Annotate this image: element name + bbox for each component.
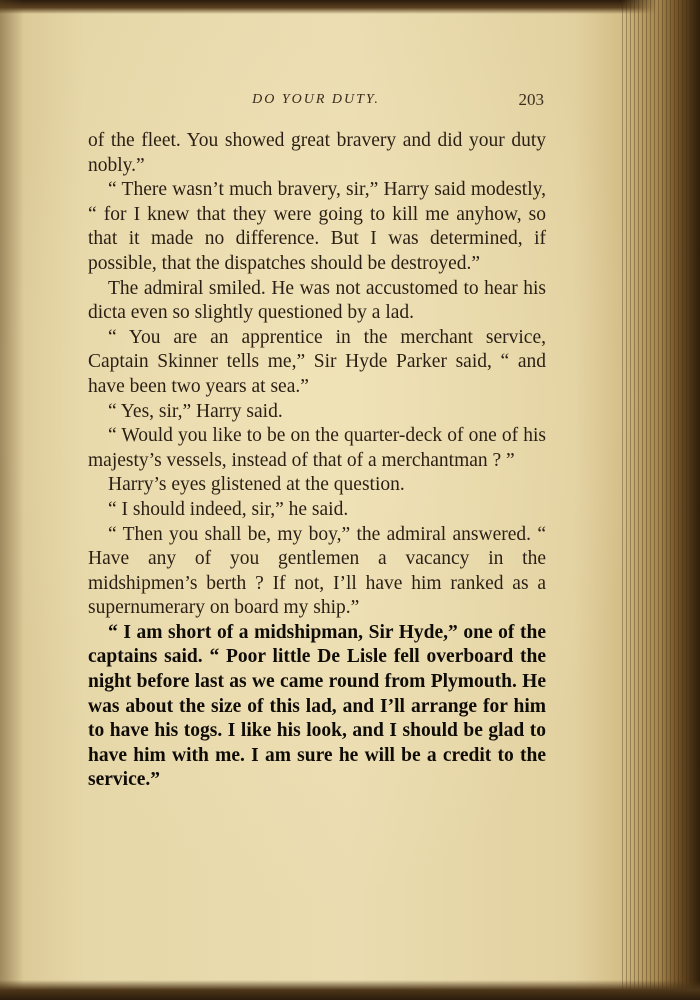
page-edges-stack xyxy=(622,0,700,1000)
page-number: 203 xyxy=(518,90,544,109)
paragraph: “ There wasn’t much bravery, sir,” Harry said modestly, “ for I knew that they were going to kill me anyhow, so that it made no difference. But I was determined, if possible, that the dispatches should be destroyed.” xyxy=(88,179,546,274)
page-header xyxy=(88,92,544,116)
paragraph: “ Would you like to be on the quarter-deck of one of his majesty’s vessels, instead of that of a merchantman ? ” xyxy=(88,425,546,471)
body-text xyxy=(88,129,546,793)
paragraph: “ Then you shall be, my boy,” the admiral answered. “ Have any of you gentlemen a vacancy in the midshipmen’s berth ? If not, I’ll have him ranked as a supernumerary on board my ship.” xyxy=(88,523,546,619)
page-bottom-edge xyxy=(0,980,700,1000)
paragraph: “ I am short of a midshipman, Sir Hyde,” one of the captains said. “ Poor little De Lisle fell overboard the night before last as we came round from Plymouth. He was about the size of this lad, and I’ll arrange for him to have his togs. I like his look, and I should be glad to have him with me. I am sure he will be a credit to the service.” xyxy=(88,621,546,791)
paragraph: “ You are an apprentice in the merchant service, Captain Skinner tells me,” Sir Hyde Parker said, “ and have been two years at sea.” xyxy=(88,326,546,397)
paragraph: of the fleet. You showed great bravery and did your duty nobly.” xyxy=(88,130,546,176)
paragraph: “ I should indeed, sir,” he said. xyxy=(108,498,349,520)
page-top-edge xyxy=(0,0,700,14)
paragraph: The admiral smiled. He was not accustomed to hear his dicta even so slightly questioned by a lad. xyxy=(88,277,546,324)
paragraph: Harry’s eyes glistened at the question. xyxy=(108,474,405,496)
running-head: DO YOUR DUTY. xyxy=(252,92,380,107)
page-gutter-shadow xyxy=(0,0,24,1000)
paragraph: “ Yes, sir,” Harry said. xyxy=(108,400,283,422)
